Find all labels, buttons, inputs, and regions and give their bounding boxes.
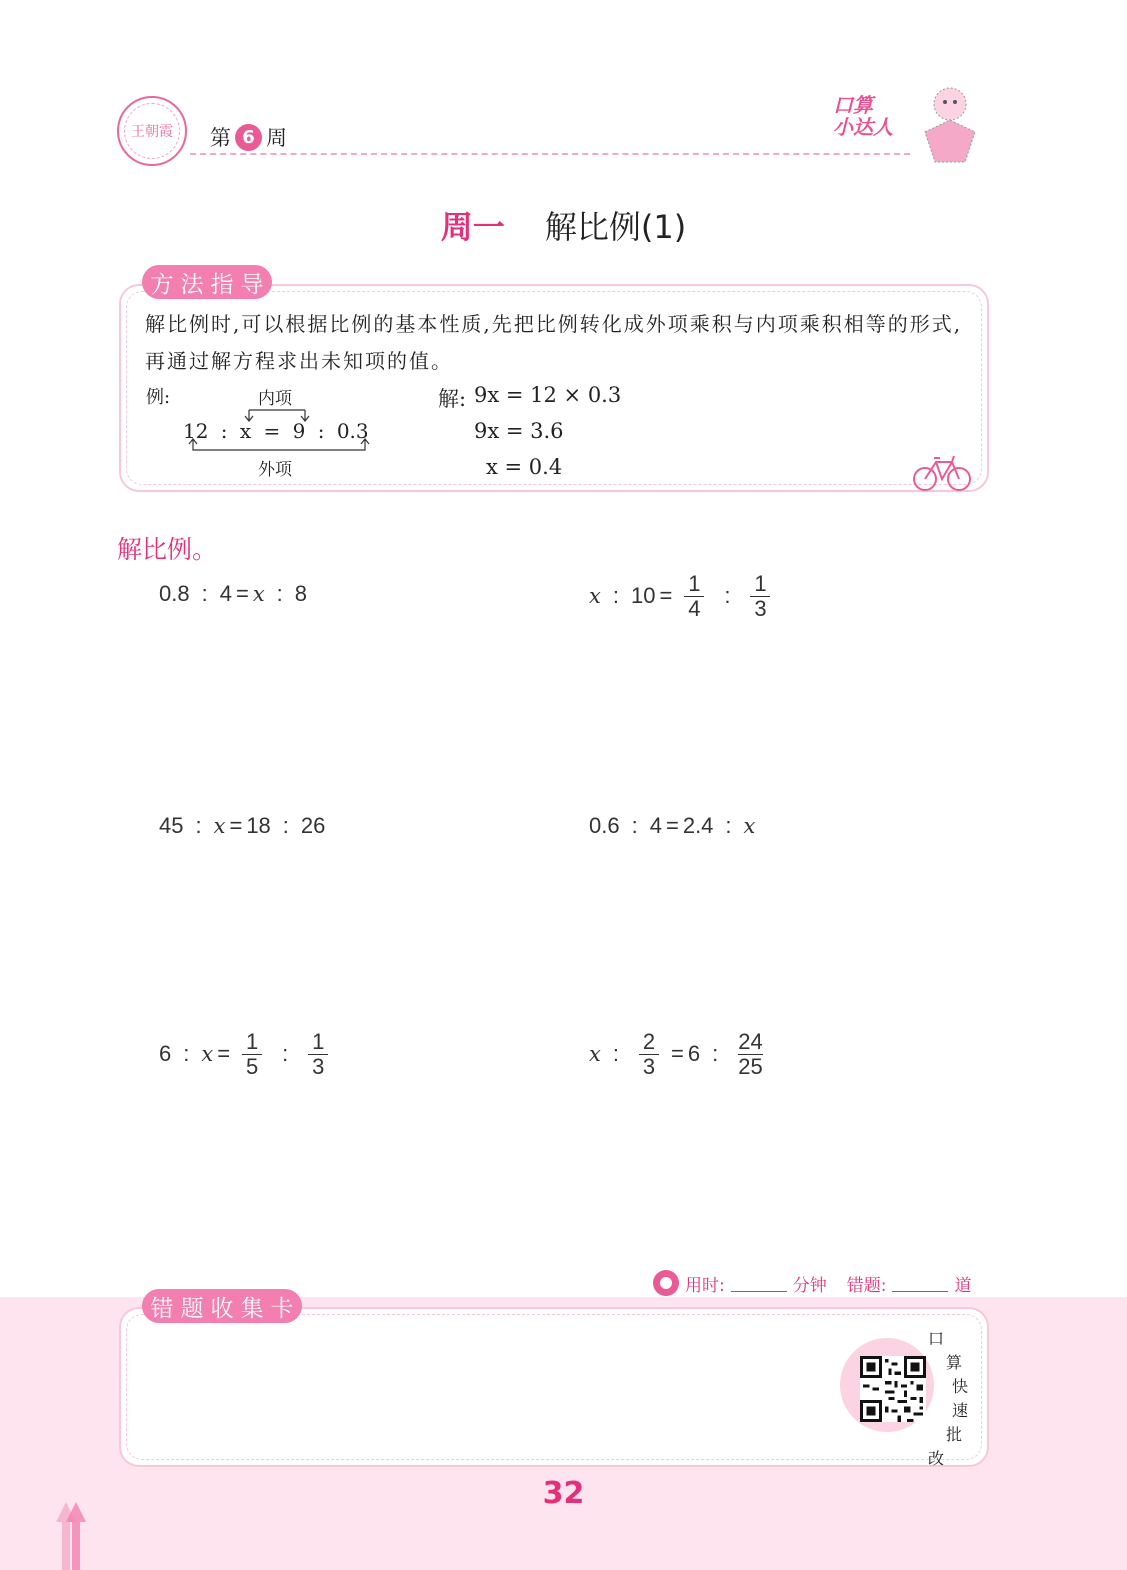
equals-sign: =: [665, 813, 679, 838]
tag-char: 集: [240, 1295, 264, 1322]
ratio-colon: :: [724, 583, 731, 608]
denominator: 3: [754, 595, 767, 621]
tag-char: 收: [210, 1295, 234, 1322]
time-record: [653, 1270, 971, 1296]
example-label: 例:: [146, 387, 171, 408]
tag-char: 导: [240, 271, 264, 298]
arrow-decoration-icon: [52, 1500, 92, 1570]
ratio-colon: :: [201, 581, 208, 606]
error-count-unit: 道: [954, 1275, 972, 1296]
title-topic: 解比例(1): [544, 208, 687, 246]
header-divider: [190, 153, 910, 155]
brand-line-2: 小达人: [833, 115, 893, 139]
ratio-colon: :: [725, 813, 732, 838]
error-count-label: 错题:: [846, 1275, 887, 1296]
term: 4: [649, 813, 662, 838]
brand-line-1: 口算: [833, 93, 873, 117]
term: 18: [246, 813, 271, 838]
equals-sign: =: [217, 1041, 231, 1066]
tag-char: 题: [180, 1295, 204, 1322]
term: 26: [300, 813, 326, 838]
denominator: 3: [642, 1053, 656, 1079]
ratio-colon: :: [712, 1041, 719, 1066]
ratio-colon: :: [282, 1041, 289, 1066]
solution-label: 解:: [438, 387, 467, 411]
variable: x: [252, 582, 265, 606]
time-blank[interactable]: [731, 1275, 787, 1292]
exercise-title: 解比例。: [117, 535, 218, 564]
term: 6: [159, 1041, 172, 1066]
title-day: 周一: [440, 208, 505, 246]
denominator: 25: [738, 1053, 763, 1079]
caption-char: 口: [928, 1329, 945, 1348]
numerator: 1: [312, 1028, 325, 1054]
variable: x: [589, 1042, 601, 1066]
week-suffix: 周: [266, 126, 287, 150]
variable: x: [589, 584, 601, 608]
term: 8: [294, 581, 308, 606]
equals-sign: =: [235, 581, 249, 606]
method-description: 解比例时,可以根据比例的基本性质,先把比例转化成外项乘积与内项乘积相等的形式,再通过解方程求出未知项的值。: [145, 312, 963, 373]
numerator: 1: [245, 1028, 259, 1054]
fraction: [308, 1030, 328, 1079]
publisher-seal-logo: [117, 96, 187, 166]
week-indicator: [210, 122, 287, 152]
term: 6: [687, 1041, 701, 1066]
term: 10: [630, 583, 656, 608]
numerator: 2: [642, 1028, 656, 1054]
week-prefix: 第: [210, 126, 231, 150]
example-equation: 12 : x = 9 : 0.3: [183, 419, 369, 443]
mascot-illustration: [905, 82, 995, 166]
caption-char: 速: [952, 1401, 969, 1420]
tag-char: 法: [180, 271, 204, 298]
variable: x: [743, 814, 756, 838]
denominator: 3: [312, 1053, 325, 1079]
term: 0.8: [159, 581, 190, 606]
page-number: 32: [542, 1476, 585, 1511]
caption-char: 批: [946, 1425, 963, 1444]
variable: x: [201, 1042, 214, 1066]
bicycle-icon: [912, 452, 972, 492]
denominator: 5: [245, 1053, 259, 1079]
seal-text: 王朝霞: [131, 124, 173, 140]
outer-terms-label: 外项: [258, 460, 292, 480]
time-unit: 分钟: [792, 1275, 827, 1296]
qr-caption: [926, 1326, 970, 1470]
inner-terms-label: 内项: [258, 389, 292, 409]
term: 0.6: [589, 813, 620, 838]
term: 45: [159, 813, 184, 838]
stopwatch-icon: [653, 1270, 679, 1296]
fraction: [738, 1030, 762, 1079]
problem-3: [159, 796, 325, 856]
problem-6: [589, 1024, 771, 1084]
problem-2: [589, 566, 778, 626]
equals-sign: =: [229, 813, 243, 838]
ratio-colon: :: [282, 813, 289, 838]
fraction: [684, 572, 704, 621]
page-title: [0, 202, 1127, 248]
week-number-badge: 6: [235, 124, 262, 151]
solution-step-3: x = 0.4: [486, 455, 563, 479]
fraction: [750, 572, 770, 621]
numerator: 1: [754, 570, 767, 596]
problem-5: [159, 1024, 336, 1084]
caption-char: 算: [946, 1353, 963, 1372]
brand-logo: [833, 94, 903, 138]
fraction: [242, 1030, 262, 1079]
ratio-colon: :: [183, 1041, 190, 1066]
ratio-colon: :: [612, 583, 619, 608]
error-count-blank[interactable]: [892, 1275, 948, 1292]
problem-1: [159, 564, 307, 624]
tag-char: 错: [150, 1295, 174, 1322]
tag-char: 卡: [270, 1295, 294, 1322]
equals-sign: =: [659, 583, 673, 608]
fraction: [639, 1030, 659, 1079]
ratio-colon: :: [631, 813, 638, 838]
denominator: 4: [688, 595, 701, 621]
numerator: 1: [688, 570, 701, 596]
term: 4: [219, 581, 232, 606]
error-card-tag: [142, 1289, 302, 1323]
method-guide-tag: [142, 265, 272, 299]
solution-step-1: 9x = 12 × 0.3: [474, 383, 622, 407]
caption-char: 快: [952, 1377, 969, 1396]
equals-sign: =: [670, 1041, 684, 1066]
ratio-colon: :: [612, 1041, 619, 1066]
time-label: 用时:: [685, 1275, 725, 1296]
qr-code-icon[interactable]: [860, 1356, 926, 1422]
term: 2.4: [682, 813, 714, 838]
problem-4: [589, 796, 755, 856]
solution-step-2: 9x = 3.6: [474, 419, 564, 443]
ratio-colon: :: [195, 813, 202, 838]
tag-char: 指: [210, 271, 234, 298]
variable: x: [213, 814, 226, 838]
numerator: 24: [738, 1028, 763, 1054]
tag-char: 方: [150, 271, 174, 298]
caption-char: 改: [928, 1449, 945, 1468]
ratio-colon: :: [276, 581, 283, 606]
